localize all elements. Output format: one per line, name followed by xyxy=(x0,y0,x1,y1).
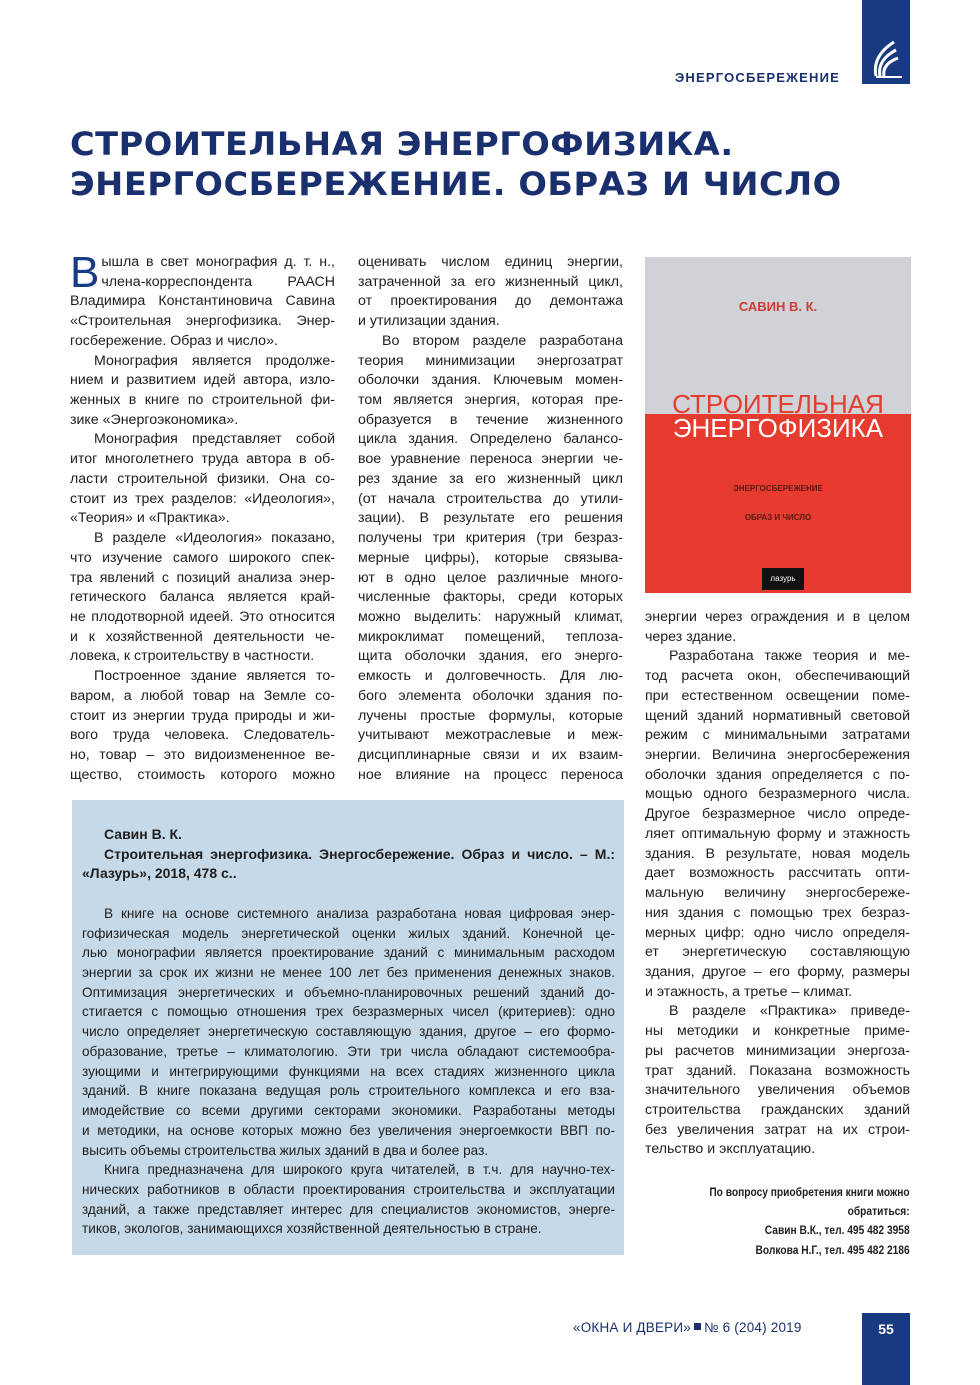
text-line: значительного увеличения объемов xyxy=(645,1082,910,1099)
footer xyxy=(573,1320,802,1335)
section-tab xyxy=(862,0,910,84)
title-line: ЭНЕРГОСБЕРЕЖЕНИЕ. ОБРАЗ И ЧИСЛО xyxy=(70,165,842,203)
ref-text-line: нических работников в области проектирования строительства и эксплуатации xyxy=(82,1181,615,1197)
text-line: итог многолетнего труда автора в об- xyxy=(70,451,335,468)
text-line: дает возможность рассчитать опти- xyxy=(645,865,910,882)
ref-text-line: лью монографии является проектирование зданий с минимальным расходом xyxy=(82,945,615,961)
article-title xyxy=(70,124,842,204)
text-line: можно выделить: наружный климат, xyxy=(358,608,623,625)
text-line: учитывают межотраслевые и меж- xyxy=(358,727,623,744)
text-line: В разделе «Практика» приведе- xyxy=(669,1003,910,1020)
cover-title-2: ЭНЕРГОФИЗИКА xyxy=(672,413,884,443)
text-line: зике «Энергоэкономика». xyxy=(70,411,239,428)
text-line: Построенное здание является то- xyxy=(94,668,335,685)
text-line: госбережение. Образ и число». xyxy=(70,332,278,349)
text-line: щита оболочки здания, его энерго- xyxy=(358,648,623,665)
text-line: теория минимизации энергозатрат xyxy=(358,352,623,369)
text-line: трат зданий. Показана возможность xyxy=(645,1062,910,1079)
text-line: ловека, к строительству в частности. xyxy=(70,648,315,665)
cover-title-1: СТРОИТЕЛЬНАЯ xyxy=(672,389,884,419)
cover-subtitle-1: ЭНЕРГОСБЕРЕЖЕНИЕ xyxy=(733,484,823,493)
magazine-name: «ОКНА И ДВЕРИ» xyxy=(573,1320,691,1335)
text-line: ышла в свет монография д. т. н., xyxy=(101,254,335,270)
text-line: режим с минимальными затратами xyxy=(645,727,910,744)
text-line: том является энергия, которая пре- xyxy=(358,392,623,409)
text-line: Монография представляет собой xyxy=(94,431,335,448)
text-line: образуется в течение жизненного xyxy=(358,411,623,428)
text-line: тра явлений с позиций анализа энер- xyxy=(70,569,335,586)
text-line: лучены простые формулы, которые xyxy=(358,707,623,724)
ref-citation: Строительная энергофизика. Энергосбережение. Образ и число. – М.: xyxy=(104,845,615,862)
book-reference-box xyxy=(72,800,624,1255)
text-line: оболочки здания определяется с по- xyxy=(645,766,910,783)
text-line: емкость и долговечность. Для лю- xyxy=(358,668,623,685)
text-line: (от начала строительства до утили- xyxy=(358,490,623,507)
ref-text-line: имодействие со всеми другими секторами экономики. Разработаны методы xyxy=(82,1103,615,1119)
text-line: микроклимат помещений, теплоза- xyxy=(358,628,623,645)
text-line: бого элемента оболочки здания по- xyxy=(358,687,623,704)
text-line: ное влияние на процесс переноса xyxy=(358,766,623,783)
text-line: цикла здания. Определено балансо- xyxy=(358,431,623,448)
ref-text-line: зующими и интегрирующими функциями на всех стадиях жизненного цикла xyxy=(82,1063,615,1079)
ref-citation: «Лазурь», 2018, 478 с.. xyxy=(82,865,237,882)
text-line: ны методики и конкретные приме- xyxy=(645,1023,910,1040)
text-line: затраченной за его жизненный цикл, xyxy=(358,273,623,290)
text-line: получены три критерия (три безраз- xyxy=(358,530,623,547)
text-line: ет энергетическую составляющую xyxy=(645,944,910,961)
cover-subtitle-2: ОБРАЗ И ЧИСЛО xyxy=(744,513,812,522)
text-line: гетического баланса является край- xyxy=(70,589,335,606)
text-line: вое уравнение переноса энергии че- xyxy=(358,451,623,468)
text-line: энергии. Величина энергосбережения xyxy=(645,747,910,764)
ref-text-line: Оптимизация энергетических и объемно-планировочных решений зданий до- xyxy=(82,984,615,1000)
ref-text-line: В книге на основе системного анализа разработана новая цифровая энер- xyxy=(104,905,615,921)
section-label: ЭНЕРГОСБЕРЕЖЕНИЕ xyxy=(674,70,840,85)
text-line: нием и развитием идей автора, изло- xyxy=(70,372,335,389)
ref-text-line: гофизическая модель энергетической оценки жилых зданий. Конечной це- xyxy=(82,925,615,941)
square-bullet-icon xyxy=(694,1323,701,1330)
page-number: 55 xyxy=(862,1313,910,1385)
text-line: Разработана также теория и ме- xyxy=(669,648,910,665)
ref-text-line: стигается с помощью отношения трех безразмерных чисел (критериев): одно xyxy=(82,1004,615,1020)
text-line: щество, стоимость которого можно xyxy=(70,766,335,783)
ref-text-line: число определяет энергетическую составляющую здания, другое – его формо- xyxy=(82,1024,615,1040)
text-line: женных в книге по строительной фи- xyxy=(70,392,335,409)
text-line: ют в одно целое различные много- xyxy=(358,569,623,586)
text-line: стоит из энергии труда природы и жи- xyxy=(70,707,335,724)
ref-text-line: зданий. В книге показана ведущая роль строительного комплекса и его вза- xyxy=(82,1083,615,1099)
text-column-3 xyxy=(645,608,910,1160)
ref-text-line: энергии за срок их жизни не менее 100 лет без применения денежных знаков. xyxy=(82,965,615,981)
logo-icon xyxy=(868,36,904,80)
text-line: щений зданий нормативный световой xyxy=(645,707,910,724)
text-line: тельство и эксплуатацию. xyxy=(645,1141,816,1158)
text-line: члена-корреспондента РААСН xyxy=(101,273,335,290)
text-line: строительства гражданских зданий xyxy=(645,1101,910,1118)
text-line: энергии через ограждения и в целом xyxy=(645,609,910,625)
ref-text-line: и методики, на основе которых можно без увеличения энергоемкости ВВП по- xyxy=(82,1122,615,1138)
text-line: от проектирования до демонтажа xyxy=(358,293,623,310)
cover-author: САВИН В. К. xyxy=(738,299,818,314)
text-line: «Теория» и «Практика». xyxy=(70,510,230,527)
text-line: здания. В результате, новая модель xyxy=(645,845,910,862)
text-line: что изучение самого широкого спек- xyxy=(70,549,335,566)
text-line: и к хозяйственной деятельности че- xyxy=(70,628,335,645)
text-line: ры расчетов минимизации энергоза- xyxy=(645,1042,910,1059)
text-line: оценивать числом единиц энергии, xyxy=(358,254,623,270)
text-line: оболочки здания. Ключевым момен- xyxy=(358,372,623,389)
contact-line: обратиться: xyxy=(848,1203,910,1218)
drop-cap: В xyxy=(70,248,100,297)
text-line: зации). В результате его решения xyxy=(358,510,623,527)
ref-text-line: Книга предназначена для широкого круга читателей, в т.ч. для научно-тех- xyxy=(104,1162,615,1178)
text-line: через здание. xyxy=(645,628,737,645)
title-line: СТРОИТЕЛЬНАЯ ЭНЕРГОФИЗИКА. xyxy=(70,125,734,163)
text-line: без увеличения затрат на их строи- xyxy=(645,1121,910,1138)
text-line: вого труда человека. Следователь- xyxy=(70,727,335,744)
text-line: дисциплинарные связи и их взаим- xyxy=(358,746,623,763)
text-line: стоит из трех разделов: «Идеология», xyxy=(70,490,335,507)
contact-line: По вопросу приобретения книги можно xyxy=(709,1185,910,1199)
text-line: Монография является продолже- xyxy=(94,352,335,369)
issue-number: № 6 (204) 2019 xyxy=(704,1320,802,1335)
text-line: при естественном освещении поме- xyxy=(645,687,910,704)
cover-publisher: лазурь xyxy=(762,568,804,590)
ref-text-line: зданий, а также представляет интерес для специалистов экономистов, энерге- xyxy=(82,1201,615,1217)
text-line: Другое безразмерное число опреде- xyxy=(645,806,910,823)
text-column-2 xyxy=(358,253,623,785)
text-line: численные факторы, среди которых xyxy=(358,589,623,606)
text-line: не плодотворной идеей. Это относится xyxy=(70,608,335,625)
text-line: здания, другое – его форму, размеры xyxy=(645,963,910,980)
contact-line: Волкова Н.Г., тел. 495 482 2186 xyxy=(755,1242,910,1257)
text-line: ния здания с помощью трех безраз- xyxy=(645,904,910,921)
text-line: ласти строительной физики. Она со- xyxy=(70,470,335,487)
text-line: но, товар – это видоизмененное ве- xyxy=(70,746,335,763)
contact-line: Савин В.К., тел. 495 482 3958 xyxy=(765,1223,910,1237)
text-line: рез здание за его жизненный цикл xyxy=(358,470,623,487)
ref-author: Савин В. К. xyxy=(104,826,182,842)
ref-text-line: высить объемы строительства жилых зданий в два и более раз. xyxy=(82,1142,489,1158)
text-line: «Строительная энергофизика. Энер- xyxy=(70,313,335,330)
contact-info xyxy=(710,1183,910,1259)
ref-text-line: тиков, экологов, занимающихся хозяйственной деятельностью в стране. xyxy=(82,1221,542,1237)
text-line: В разделе «Идеология» показано, xyxy=(94,530,335,547)
text-column-1 xyxy=(70,248,335,785)
text-line: мерных цифр: одно число определя- xyxy=(645,924,910,941)
text-line: мальную величину энергосбереже- xyxy=(645,885,910,902)
ref-text-line: образование, третье – климатологию. Эти три числа обладают системообра- xyxy=(82,1043,615,1059)
text-line: ляет оптимальную форму и этажность xyxy=(645,825,910,842)
text-line: и утилизации здания. xyxy=(358,313,500,330)
text-line: варом, а любой товар на Земле со- xyxy=(70,687,335,704)
text-line: мерные цифры), которые связыва- xyxy=(358,549,623,566)
text-line: и этажность, а третье – климат. xyxy=(645,983,853,1000)
text-line: Владимира Константиновича Савина xyxy=(70,293,335,310)
text-line: мощью одного безразмерного числа. xyxy=(645,786,910,803)
text-line: тод расчета окон, обеспечивающий xyxy=(645,668,910,685)
text-line: Во втором разделе разработана xyxy=(382,332,623,349)
book-cover-image xyxy=(645,257,911,593)
